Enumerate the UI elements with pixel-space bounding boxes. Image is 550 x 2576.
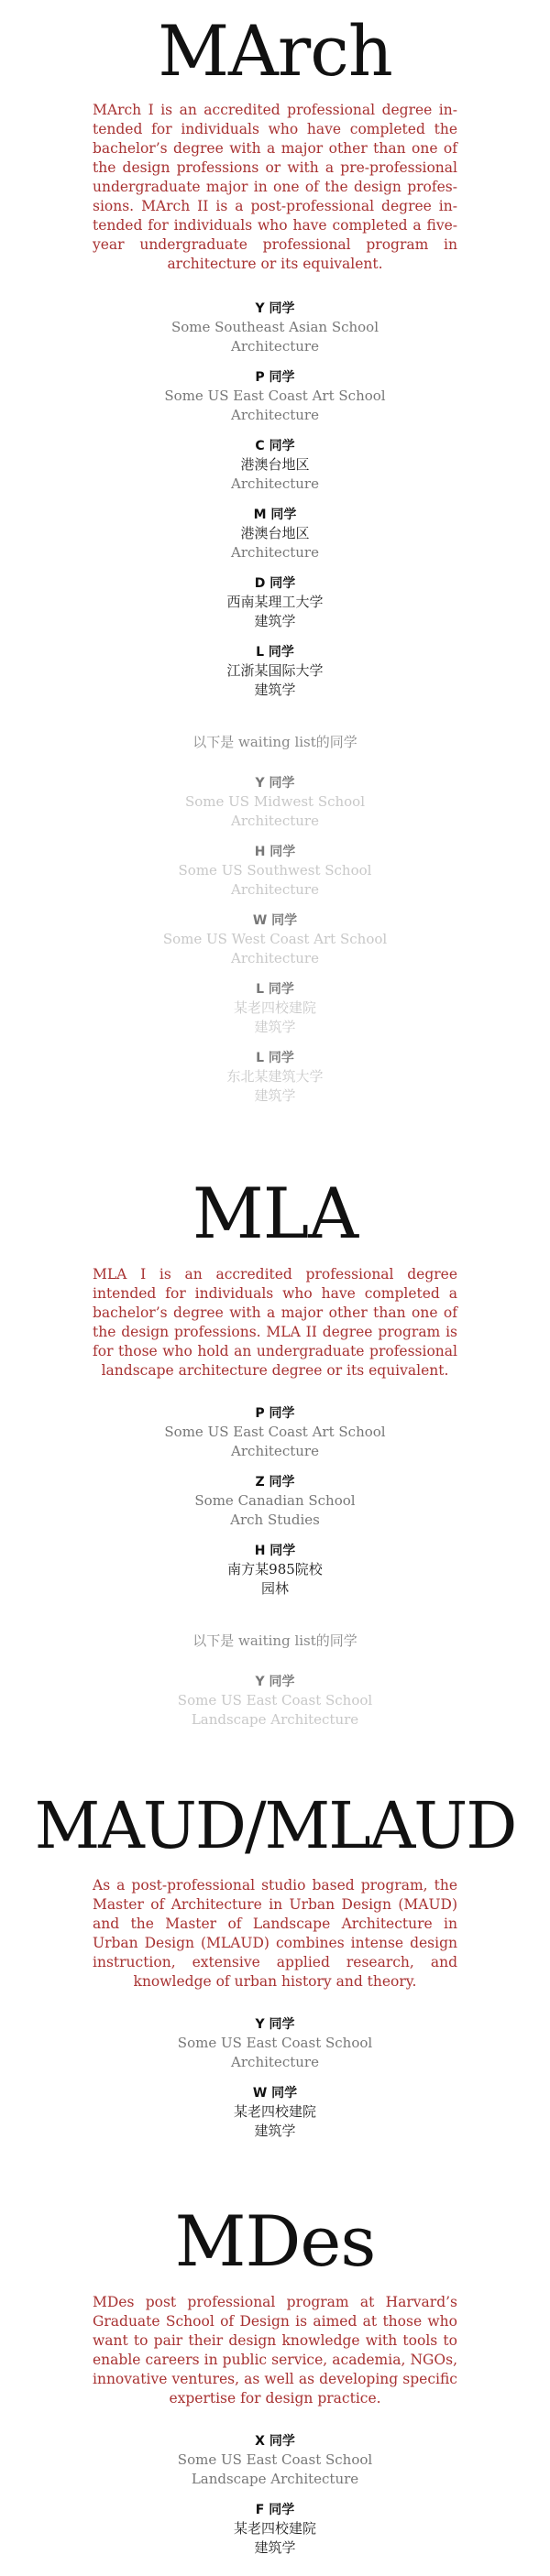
classmate-major: Arch Studies [230, 1512, 320, 1528]
classmate-name: W 同学 [252, 2086, 298, 2101]
classmate-card [0, 643, 550, 700]
classmate-list [0, 1404, 550, 1599]
classmate-name: C 同学 [255, 439, 295, 453]
classmate-major: Landscape Architecture [191, 2471, 359, 2487]
classmate-name: L 同学 [256, 645, 294, 660]
classmate-card [0, 368, 550, 425]
classmate-list [0, 300, 550, 700]
section-description: MLA I is an accredited professional degree intended for individuals who have completed a bachelor’s degree with a major other than one of the design professions. MLA II degree program is for those who hold an undergraduate professional landscape architecture degree or its equivalent. [93, 1266, 457, 1379]
waiting-card [0, 980, 550, 1037]
classmate-major: Architecture [231, 407, 319, 423]
classmate-card [0, 1404, 550, 1461]
classmate-card [0, 300, 550, 356]
classmate-name: D 同学 [254, 576, 296, 591]
classmate-major: 建筑学 [254, 1019, 296, 1035]
classmate-card [0, 506, 550, 562]
classmate-list [0, 2015, 550, 2141]
classmate-name: L 同学 [256, 982, 294, 997]
waiting-list [0, 774, 550, 1106]
classmate-card [0, 574, 550, 631]
classmate-name: Y 同学 [255, 1675, 295, 1689]
waiting-list-heading: 以下是 waiting list的同学 [192, 1632, 358, 1649]
classmate-school: 江浙某国际大学 [226, 662, 324, 679]
waiting-card [0, 911, 550, 968]
classmate-card [0, 2015, 550, 2072]
section-description: MArch I is an accredited professional degree intended for individuals who have completed the bachelor’s degree with a major other than one of the design professions or with a pre-professional undergraduate major in one of the design professions. MArch II is a post-professional degree intended for individuals who have completed a five-year undergraduate professional program in architecture or its equivalent. [93, 102, 457, 272]
section-mdes [0, 2141, 550, 2558]
classmate-school: 港澳台地区 [240, 525, 310, 541]
classmate-name: Y 同学 [255, 2017, 295, 2032]
classmate-school: Some Canadian School [194, 1492, 356, 1509]
section-title: MDes [174, 2200, 376, 2282]
classmate-name: P 同学 [255, 1406, 295, 1421]
classmate-major: Architecture [231, 813, 319, 829]
classmate-school: 某老四校建院 [233, 2103, 316, 2120]
classmate-school: Some US East Coast Art School [164, 387, 386, 404]
classmate-name: L 同学 [256, 1051, 294, 1065]
classmate-school: Some Southeast Asian School [170, 319, 380, 335]
classmate-card [0, 1542, 550, 1599]
classmate-name: Z 同学 [255, 1475, 295, 1490]
classmate-major: Architecture [231, 2054, 319, 2070]
classmate-card [0, 2084, 550, 2141]
classmate-school: Some US East Coast School [177, 2451, 373, 2468]
waiting-list-heading: 以下是 waiting list的同学 [192, 734, 358, 750]
waiting-card [0, 843, 550, 900]
section-maud-mlaud [0, 1730, 550, 2141]
classmate-name: Y 同学 [255, 776, 295, 791]
classmate-school: 东北某建筑大学 [226, 1068, 324, 1085]
classmate-list [0, 2432, 550, 2558]
classmate-major: Architecture [231, 1443, 319, 1459]
classmate-school: 某老四校建院 [233, 2520, 316, 2537]
classmate-major: Architecture [231, 544, 319, 561]
classmate-major: 建筑学 [254, 613, 296, 629]
classmate-major: 建筑学 [254, 2123, 296, 2139]
classmate-major: 建筑学 [254, 682, 296, 698]
classmate-school: Some US West Coast Art School [162, 931, 388, 947]
classmate-card [0, 1473, 550, 1530]
classmate-name: P 同学 [255, 370, 295, 385]
classmate-name: H 同学 [254, 1544, 296, 1558]
classmate-name: H 同学 [254, 845, 296, 859]
waiting-card [0, 774, 550, 831]
section-title: MArch [158, 10, 392, 92]
classmate-name: Y 同学 [255, 301, 295, 316]
classmate-card [0, 2501, 550, 2558]
classmate-major: 建筑学 [254, 1087, 296, 1104]
classmate-name: X 同学 [255, 2434, 295, 2449]
classmate-major: Architecture [231, 881, 319, 898]
classmate-school: 南方某985院校 [227, 1561, 323, 1577]
classmate-school: Some US East Coast School [177, 2035, 373, 2051]
section-description: As a post-professional studio based program, the Master of Architecture in Urban Design (MAUD) and the Master of Landscape Architecture in Urban Design (MLAUD) combines intense design instruction, extensive applied research, and knowledge of urban history and theory. [93, 1877, 457, 1990]
classmate-school: Some US Southwest School [178, 862, 372, 879]
waiting-card [0, 1673, 550, 1730]
section-march [0, 0, 550, 1106]
classmate-school: 某老四校建院 [233, 999, 316, 1016]
classmate-name: F 同学 [255, 2503, 295, 2517]
classmate-school: Some US East Coast School [177, 1692, 373, 1708]
classmate-major: Architecture [231, 338, 319, 355]
classmate-name: M 同学 [253, 508, 297, 522]
classmate-school: 港澳台地区 [240, 456, 310, 473]
classmate-major: 建筑学 [254, 2539, 296, 2556]
section-description: MDes post professional program at Harvard’s Graduate School of Design is aimed at those who want to pair their design knowledge with tools to enable careers in public service, academia, NGOs, innovative ventures, as well as developing specific expertise for design practice. [93, 2294, 457, 2407]
classmate-name: W 同学 [252, 913, 298, 928]
waiting-list [0, 1673, 550, 1730]
section-title: MAUD/MLAUD [34, 1788, 516, 1863]
classmate-major: 园林 [260, 1580, 289, 1597]
classmate-school: Some US Midwest School [184, 793, 366, 810]
waiting-card [0, 1049, 550, 1106]
classmate-card [0, 2432, 550, 2489]
section-mla [0, 1106, 550, 1730]
classmate-major: Architecture [231, 950, 319, 966]
classmate-school: 西南某理工大学 [226, 594, 324, 610]
classmate-card [0, 437, 550, 494]
classmate-major: Landscape Architecture [191, 1711, 359, 1728]
classmate-major: Architecture [231, 475, 319, 492]
classmate-school: Some US East Coast Art School [164, 1424, 386, 1440]
section-title: MLA [192, 1173, 358, 1254]
